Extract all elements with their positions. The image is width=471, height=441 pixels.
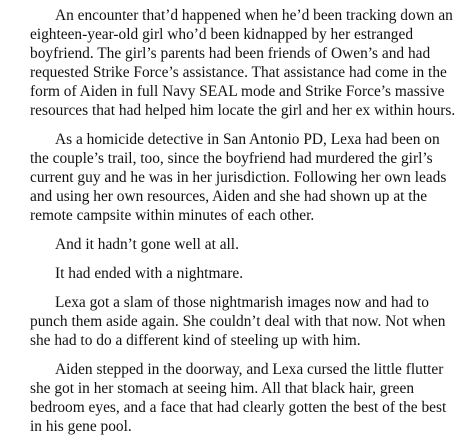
paragraph-1: An encounter that’d happened when he’d been tracking down an eighteen-year-old girl who’d been kidnapped by her estranged boyfriend. The girl’s parents had been friends of Owen’s and had requested Strike Force’s assistance. That assistance had come in the form of Aiden in full Navy SEAL mode and Strike Force’s massive resources that had helped him locate the girl and her ex within hours. [30,7,456,119]
paragraph-4: It had ended with a nightmare. [55,265,244,282]
paragraph-5: Lexa got a slam of those nightmarish images now and had to punch them aside again. She couldn’t deal with that now. Not when she had to do a different kind of steeling up with him. [30,294,446,349]
paragraph-6: Aiden stepped in the doorway, and Lexa cursed the little flutter she got in her stomach at seeing him. All that black hair, green bedroom eyes, and a face that had clearly gotten the best of the best in his gene pool. [30,361,447,435]
paragraph-2: As a homicide detective in San Antonio PD, Lexa had been on the couple’s trail, too, since the boyfriend had murdered the girl’s current guy and he was in her jurisdiction. Following her own leads and using her own resources, Aiden and she had shown up at the remote campsite within minutes of each other. [30,131,447,224]
paragraph-3: And it hadn’t gone well at all. [55,236,239,253]
